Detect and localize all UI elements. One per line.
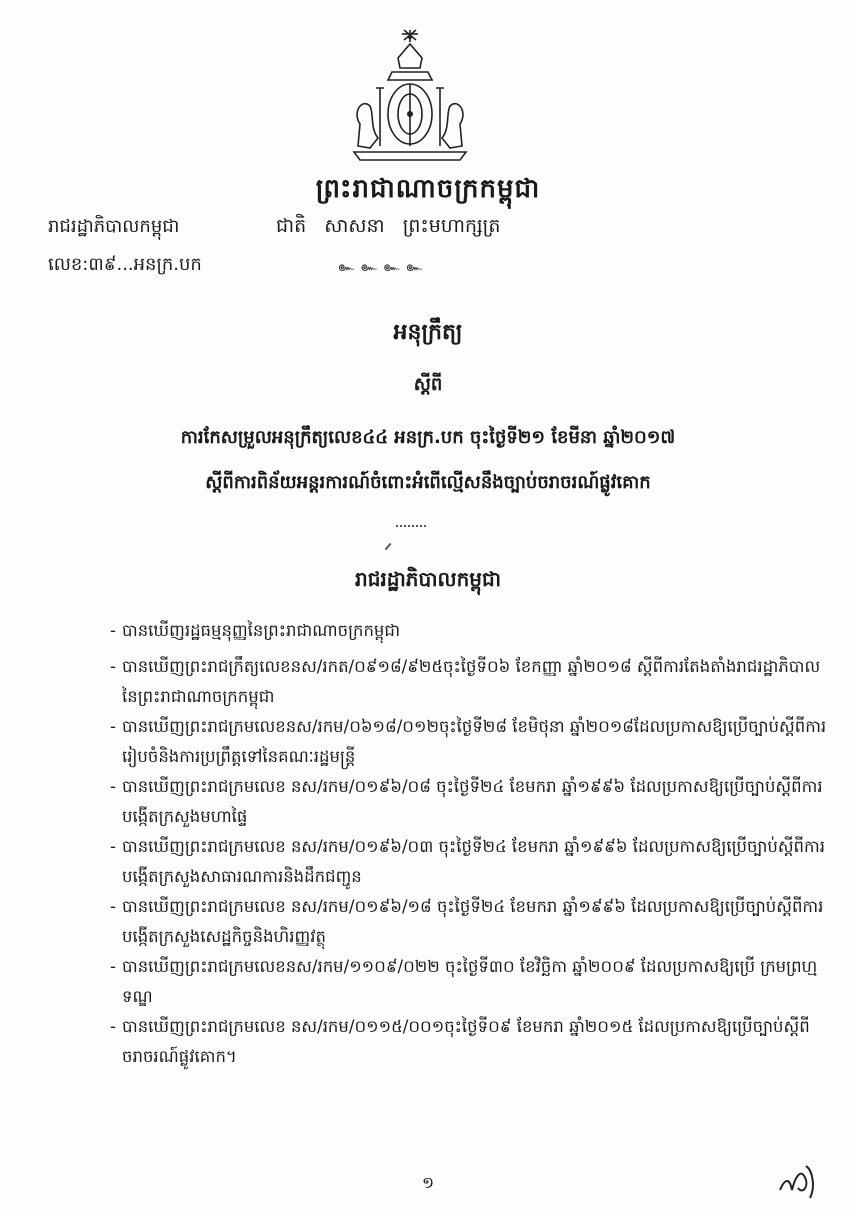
list-item bbox=[110, 652, 830, 712]
reference-number: លេខ:៣៩...អនក្រ.បក bbox=[48, 254, 202, 275]
list-item bbox=[110, 952, 830, 1012]
royal-coat-of-arms-icon bbox=[340, 28, 480, 168]
list-item bbox=[110, 772, 830, 832]
list-item-text: បានឃើញព្រះរាជក្រមលេខ នស/រកម/០១៩៦/០៣ ចុះថ្ងៃទី២៤ ខែមករា ឆ្នាំ១៩៩៦ ដែលប្រកាសឱ្យប្រើច្បាប់ស្ដីពីការបង្កើតក្រសួងសាធារណការនិងដឹកជញ្ជូន bbox=[122, 837, 825, 886]
list-item-text: បានឃើញព្រះរាជក្រមលេខនស/រកម/០៦១៨/០១២ចុះថ្ងៃទី២៨ ខែមិថុនា ឆ្នាំ២០១៨ដែលប្រកាសឱ្យប្រើច្បាប់ស្ដីពីការរៀបចំនិងការប្រព្រឹត្តទៅនៃគណៈរដ្ឋមន្ត្រី bbox=[122, 717, 827, 766]
list-item bbox=[110, 892, 830, 952]
list-item-text: បានឃើញរដ្ឋធម្មនុញ្ញនៃព្រះរាជាណាចក្រកម្ពុជា bbox=[122, 621, 401, 640]
document-type: អនុក្រឹត្យ bbox=[393, 320, 463, 345]
list-item bbox=[110, 1012, 830, 1072]
list-item-text: បានឃើញព្រះរាជក្រមលេខ នស/រកម/០១៩៦/១៨ ចុះថ្ងៃទី២៤ ខែមករា ឆ្នាំ១៩៩៦ ដែលប្រកាសឱ្យប្រើច្បាប់ស្ដីពីការបង្កើតក្រសួងសេដ្ឋកិច្ចនិងហិរញ្ញវត្ថុ bbox=[122, 897, 824, 946]
page-number: ១ bbox=[421, 1173, 435, 1192]
list-item bbox=[110, 616, 830, 646]
list-item bbox=[110, 712, 830, 772]
kingdom-title: ព្រះរាជាណាចក្រកម្ពុជា bbox=[315, 174, 541, 204]
national-motto: ជាតិ សាសនា ព្រះមហាក្សត្រ bbox=[276, 215, 501, 237]
subject-label: ស្ដីពី bbox=[413, 374, 443, 395]
bullet-dash: - bbox=[110, 1017, 116, 1036]
bullet-dash: - bbox=[110, 897, 116, 916]
list-item-text: បានឃើញព្រះរាជក្រមលេខ នស/រកម/០១៩៦/០៨ ចុះថ្ងៃទី២៤ ខែមករា ឆ្នាំ១៩៩៦ ដែលប្រកាសឱ្យប្រើច្បាប់ស្ដីពីការបង្កើតក្រសួងមហាផ្ទៃ bbox=[122, 777, 823, 826]
list-item-text: បានឃើញព្រះរាជក្រឹត្យលេខនស/រកត/០៩១៨/៩២៥ចុះថ្ងៃទី០៦ ខែកញ្ញា ឆ្នាំ២០១៨ ស្ដីពីការតែងតាំងរាជរដ្ឋាភិបាលនៃព្រះរាជាណាចក្រកម្ពុជា bbox=[122, 657, 821, 706]
document-title-line-2: ស្ដីពីការពិន័យអន្តរការណ៍ចំពោះអំពើល្មើសនឹងច្បាប់ចរាចរណ៍ផ្លូវគោក bbox=[205, 472, 651, 493]
initials-signature-icon bbox=[772, 1146, 828, 1202]
bullet-dash: - bbox=[110, 717, 116, 736]
list-item-text: បានឃើញព្រះរាជក្រមលេខនស/រកម/១១០៩/០២២ ចុះថ្ងៃទី៣០ ខែវិច្ឆិកា ឆ្នាំ២០០៩ ដែលប្រកាសឱ្យប្រើ ក្រមព្រហ្មទណ្ឌ bbox=[122, 957, 818, 1006]
document-title-line-1: ការកែសម្រួលអនុក្រឹត្យលេខ៤៤ អនក្រ.បក ចុះថ្ងៃទី២១ ខែមីនា ឆ្នាំ២០១៧ bbox=[180, 427, 676, 448]
bullet-dash: - bbox=[110, 621, 116, 640]
list-item-text: បានឃើញព្រះរាជក្រមលេខ នស/រកម/០១១៥/០០១ចុះថ្ងៃទី០៩ ខែមករា ឆ្នាំ២០១៥ ដែលប្រកាសឱ្យប្រើច្បាប់ស្ដីពីចរាចរណ៍ផ្លូវគោក។ bbox=[122, 1017, 810, 1066]
tick-mark-icon bbox=[379, 538, 392, 551]
bullet-dash: - bbox=[110, 657, 116, 676]
government-label: រាជរដ្ឋាភិបាលកម្ពុជា bbox=[48, 216, 180, 237]
section-divider bbox=[396, 525, 426, 527]
bullet-dash: - bbox=[110, 957, 116, 976]
ornament-divider: ๛ ๛ ๛ ๛ bbox=[338, 259, 424, 275]
issuer-heading: រាជរដ្ឋាភិបាលកម្ពុជា bbox=[355, 567, 501, 591]
bullet-dash: - bbox=[110, 777, 116, 796]
list-item bbox=[110, 832, 830, 892]
bullet-dash: - bbox=[110, 837, 116, 856]
